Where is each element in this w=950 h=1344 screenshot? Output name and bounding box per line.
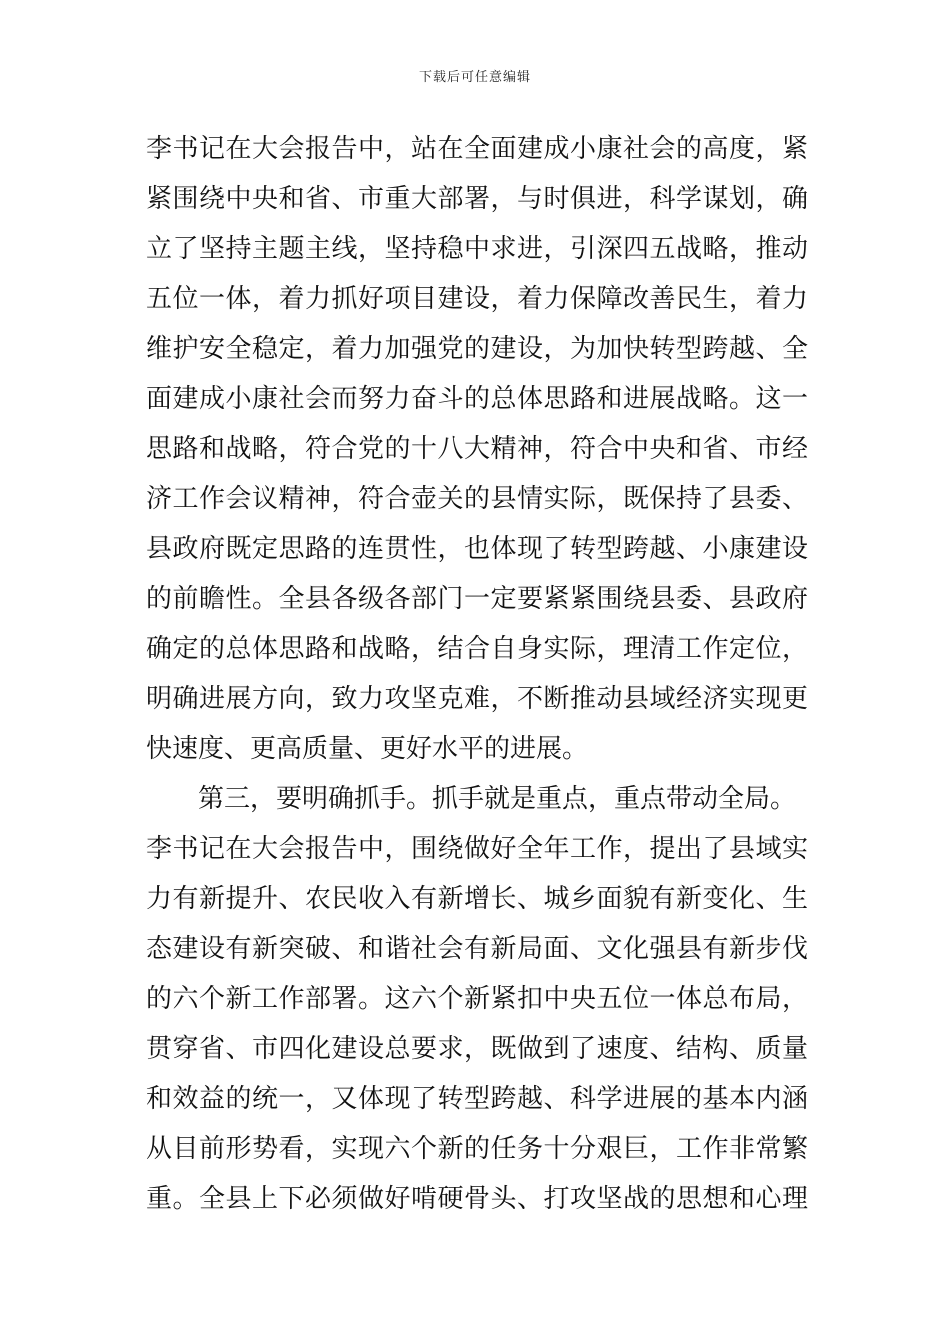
text-line: 快速度、更高质量、更好水平的进展。 — [146, 734, 589, 764]
text-line: 济工作会议精神，符合壶关的县情实际，既保持了县委、 — [146, 484, 808, 514]
text-line: 从目前形势看，实现六个新的任务十分艰巨，工作非常繁 — [146, 1134, 808, 1164]
text-line: 维护安全稳定，着力加强党的建设，为加快转型跨越、全 — [146, 334, 808, 364]
text-line: 贯穿省、市四化建设总要求，既做到了速度、结构、质量 — [146, 1034, 808, 1064]
text-line: 思路和战略，符合党的十八大精神，符合中央和省、市经 — [146, 434, 808, 464]
text-line: 立了坚持主题主线，坚持稳中求进，引深四五战略，推动 — [146, 234, 808, 264]
text-line: 李书记在大会报告中，站在全面建成小康社会的高度，紧 — [146, 134, 808, 164]
paragraph-first-line: 第三，要明确抓手。抓手就是重点，重点带动全局。 — [198, 784, 797, 814]
document-body — [146, 124, 808, 1224]
text-line: 力有新提升、农民收入有新增长、城乡面貌有新变化、生 — [146, 884, 808, 914]
text-line: 和效益的统一，又体现了转型跨越、科学进展的基本内涵 — [146, 1084, 808, 1114]
text-line: 紧围绕中央和省、市重大部署，与时俱进，科学谋划，确 — [146, 184, 808, 214]
text-line: 五位一体，着力抓好项目建设，着力保障改善民生，着力 — [146, 284, 808, 314]
text-line: 的六个新工作部署。这六个新紧扣中央五位一体总布局， — [146, 984, 808, 1014]
text-line: 县政府既定思路的连贯性，也体现了转型跨越、小康建设 — [146, 534, 808, 564]
text-line: 态建设有新突破、和谐社会有新局面、文化强县有新步伐 — [146, 934, 808, 964]
text-line: 确定的总体思路和战略，结合自身实际，理清工作定位， — [146, 634, 808, 664]
page-header-note: 下载后可任意编辑 — [418, 70, 531, 85]
text-line: 李书记在大会报告中，围绕做好全年工作，提出了县域实 — [146, 834, 808, 864]
text-line: 明确进展方向，致力攻坚克难，不断推动县域经济实现更 — [146, 684, 808, 714]
text-line: 的前瞻性。全县各级各部门一定要紧紧围绕县委、县政府 — [146, 584, 808, 614]
text-line: 重。全县上下必须做好啃硬骨头、打攻坚战的思想和心理 — [146, 1184, 808, 1214]
text-line: 面建成小康社会而努力奋斗的总体思路和进展战略。这一 — [146, 384, 808, 414]
